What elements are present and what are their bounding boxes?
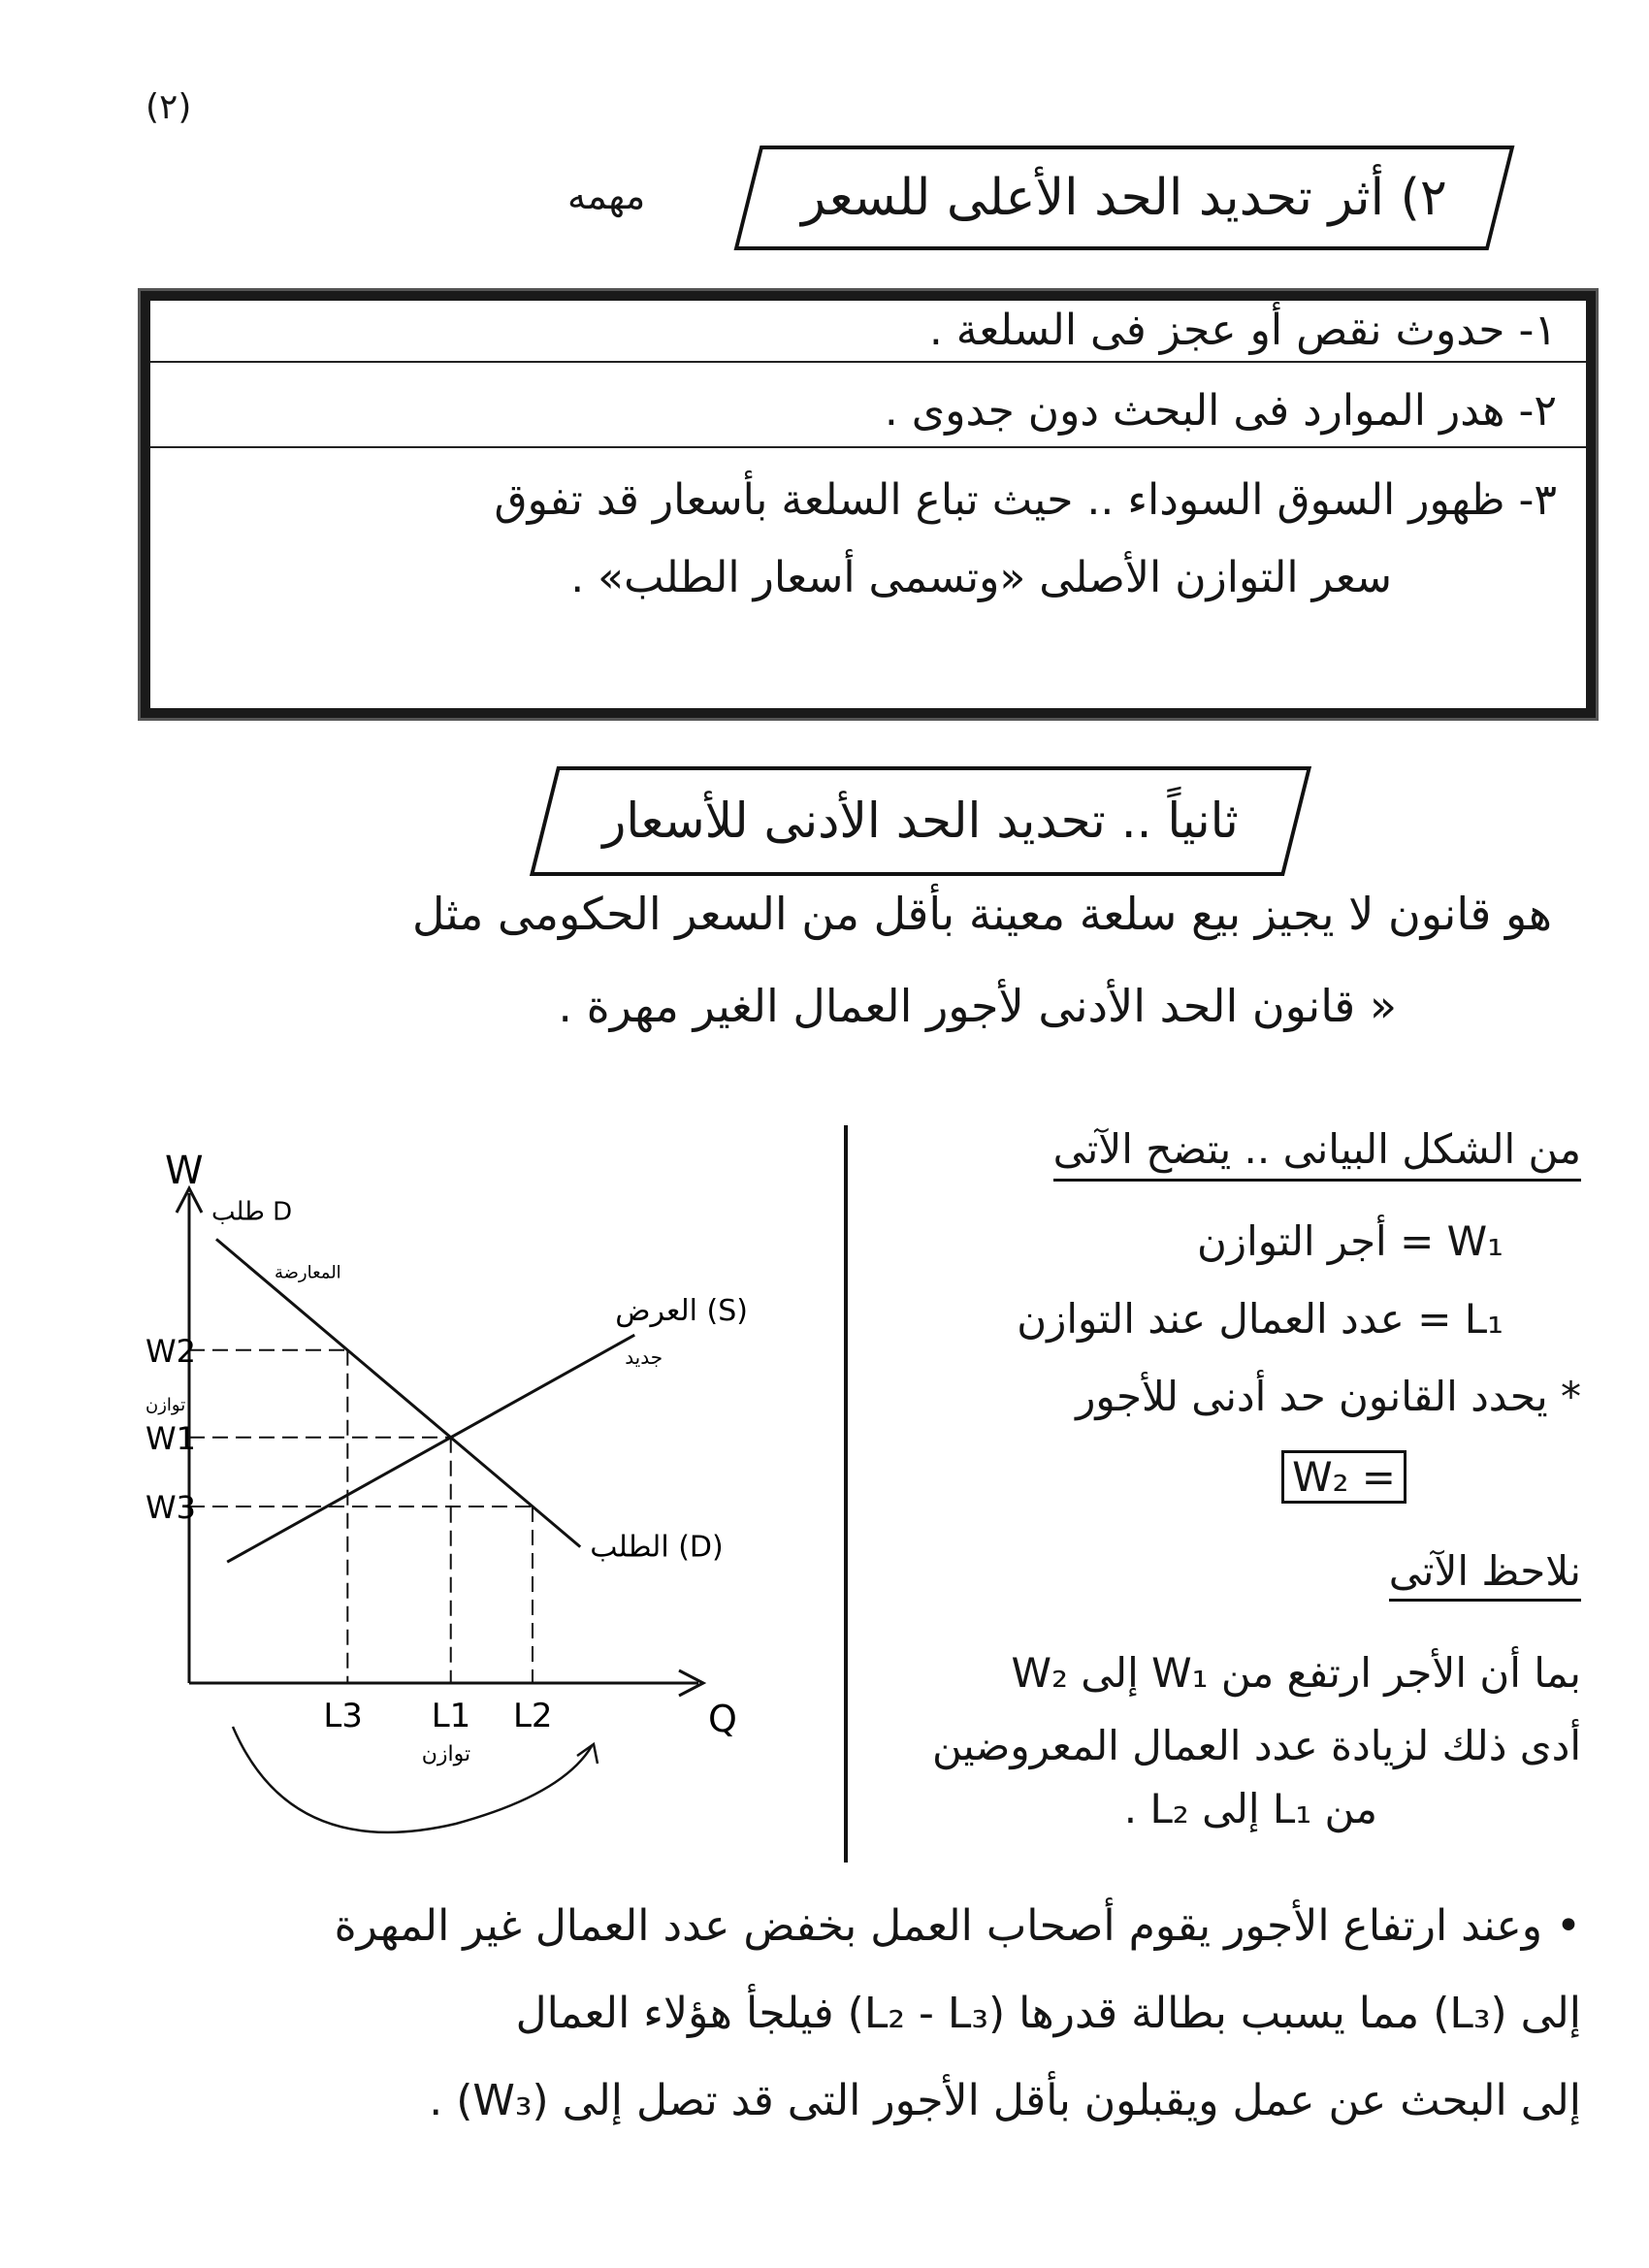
supply-extra-label: جديد — [625, 1345, 663, 1370]
x-axis-label: Q — [708, 1698, 737, 1740]
x-tick-label: L3 — [323, 1697, 363, 1735]
explanation-line-1: W₁ = أجر التوازن — [1196, 1217, 1504, 1265]
x-tick-label: L1 — [431, 1697, 471, 1735]
section2-title: ثانياً .. تحديد الحد الأدنى للأسعار — [602, 793, 1239, 849]
section1-title: ٢) أثر تحديد الحد الأعلى للسعر — [801, 169, 1447, 227]
effect-item-1: ١- حدوث نقص أو عجز فى السلعة . — [928, 306, 1557, 355]
effect-item-2: ٢- هدر الموارد فى البحث دون جدوى . — [884, 386, 1557, 436]
supply-curve — [227, 1335, 634, 1562]
wage-chart — [146, 1125, 824, 1863]
demand-label: الطلب (D) — [590, 1530, 724, 1565]
explanation-heading: من الشكل البيانى .. يتضح الآتى — [1053, 1125, 1581, 1182]
conclusion-line-1: • وعند ارتفاع الأجور يقوم أصحاب العمل بخفض عدد العمال غير المهرة — [334, 1901, 1581, 1951]
effect-item-3: ٣- ظهور السوق السوداء .. حيث تباع السلعة بأسعار قد تفوق — [494, 475, 1557, 525]
x-tick-annotation: توازن — [421, 1742, 471, 1766]
section1-banner — [734, 146, 1515, 250]
minimum-wage-value: = W₂ — [1281, 1450, 1406, 1504]
demand-top-label: طلب D — [211, 1197, 293, 1227]
note-word: مهمه — [567, 175, 646, 217]
definition-line-2: « قانون الحد الأدنى لأجور العمال الغير مهرة . — [558, 980, 1397, 1032]
box-divider — [150, 446, 1586, 448]
y-tick-label: W1 — [146, 1419, 196, 1457]
effect-item-3-continued: سعر التوازن الأصلى «وتسمى أسعار الطلب» . — [570, 553, 1392, 602]
shift-arrow — [233, 1727, 592, 1832]
y-axis-label: W — [165, 1149, 204, 1193]
page-number: (٢) — [146, 87, 192, 127]
demand-extra-label: المعارضة — [275, 1262, 341, 1283]
section2-banner — [530, 766, 1311, 876]
conclusion-line-3: إلى البحث عن عمل ويقبلون بأقل الأجور التى قد تصل إلى (W₃) . — [429, 2076, 1581, 2125]
x-tick-label: L2 — [512, 1697, 553, 1735]
column-divider — [844, 1125, 848, 1863]
explanation-line-3: * يحدد القانون حد أدنى للأجور — [1076, 1373, 1581, 1420]
supply-label: العرض (S) — [615, 1294, 748, 1329]
explanation-line-2: L₁ = عدد العمال عند التوازن — [1017, 1295, 1504, 1343]
y-tick-label: W3 — [146, 1489, 196, 1526]
note-heading: نلاحظ الآتى — [1389, 1547, 1581, 1602]
note-line-1: بما أن الأجر ارتفع من W₁ إلى W₂ — [1011, 1649, 1581, 1697]
y-tick-annotation: توازن — [146, 1394, 186, 1415]
note-line-3: من L₁ إلى L₂ . — [1123, 1785, 1377, 1832]
effects-box — [141, 291, 1596, 718]
note-line-2: أدى ذلك لزيادة عدد العمال المعروضين — [932, 1722, 1581, 1769]
conclusion-line-2: إلى (L₃) مما يسبب بطالة قدرها (L₂ - L₃) فيلجأ هؤلاء العمال — [515, 1989, 1581, 2038]
demand-curve — [216, 1239, 580, 1546]
definition-line-1: هو قانون لا يجيز بيع سلعة معينة بأقل من السعر الحكومى مثل — [412, 888, 1552, 940]
box-divider — [150, 361, 1586, 363]
y-tick-label: W2 — [146, 1332, 196, 1370]
